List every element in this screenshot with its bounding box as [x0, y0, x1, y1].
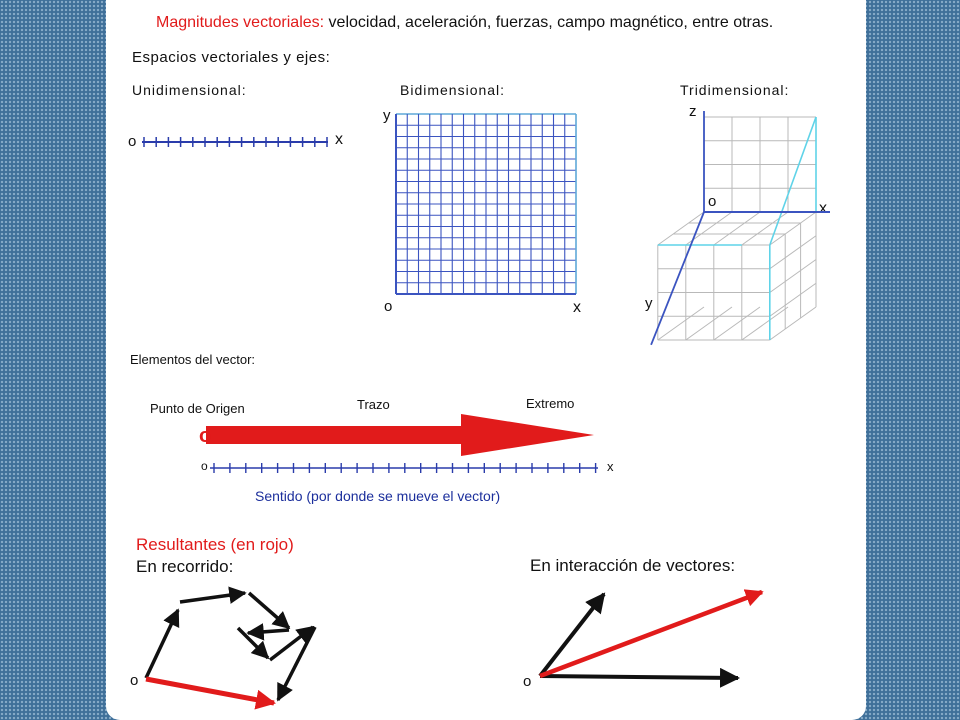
tridimensional-label: Tridimensional:	[680, 82, 790, 98]
elements-axis-x: x	[607, 459, 614, 474]
title-rest: velocidad, aceleración, fuerzas, campo magnético, entre otras.	[328, 14, 774, 31]
bi-x-label: x	[573, 299, 581, 316]
grid-line	[770, 212, 816, 245]
svg-text:o: o	[199, 425, 212, 447]
tridimensional-grid	[651, 111, 830, 345]
tri-x-label: x	[819, 200, 827, 217]
y-axis	[651, 212, 704, 345]
tri-y-label: y	[645, 295, 653, 312]
bi-y-label: y	[383, 107, 391, 124]
grid-line	[770, 236, 816, 269]
grid-line	[742, 307, 788, 340]
slide-card	[106, 0, 866, 720]
bidimensional-label: Bidimensional:	[400, 82, 506, 98]
path-origin-label: o	[130, 672, 139, 689]
path-resultant-vector	[146, 679, 274, 703]
path-label: En recorrido:	[136, 557, 234, 576]
grid-line	[770, 307, 816, 340]
bidimensional-grid	[396, 114, 576, 294]
diagram-graphics	[106, 0, 866, 720]
elements-axis-origin: o	[201, 459, 208, 473]
grid-line	[714, 212, 760, 245]
elements-heading: Elementos del vector:	[130, 352, 256, 367]
stroke-label: Trazo	[357, 397, 390, 412]
sense-label: Sentido (por donde se mueve el vector)	[255, 488, 501, 504]
red-vector-arrow	[199, 414, 594, 456]
uni-x-label: x	[335, 131, 343, 148]
grid-line	[770, 283, 816, 316]
end-label: Extremo	[526, 396, 575, 411]
grid-line	[742, 212, 788, 245]
tri-z-label: z	[689, 103, 697, 120]
unidimensional-axis	[142, 137, 328, 147]
uni-origin-label: o	[128, 133, 137, 150]
elements-axis	[210, 463, 598, 473]
tri-origin-label: o	[708, 193, 717, 210]
bi-origin-label: o	[384, 298, 393, 315]
resultants-heading: Resultantes (en rojo)	[136, 535, 294, 554]
title-highlight: Magnitudes vectoriales:	[156, 14, 325, 31]
spaces-heading: Espacios vectoriales y ejes:	[132, 49, 331, 66]
grid-line	[686, 307, 732, 340]
interaction-label: En interacción de vectores:	[530, 556, 736, 575]
grid-line	[714, 307, 760, 340]
interaction-origin-label: o	[523, 673, 532, 690]
unidimensional-label: Unidimensional:	[132, 82, 247, 98]
origin-point-label: Punto de Origen	[150, 401, 245, 416]
highlight-edge	[770, 117, 816, 245]
grid-line	[770, 260, 816, 293]
